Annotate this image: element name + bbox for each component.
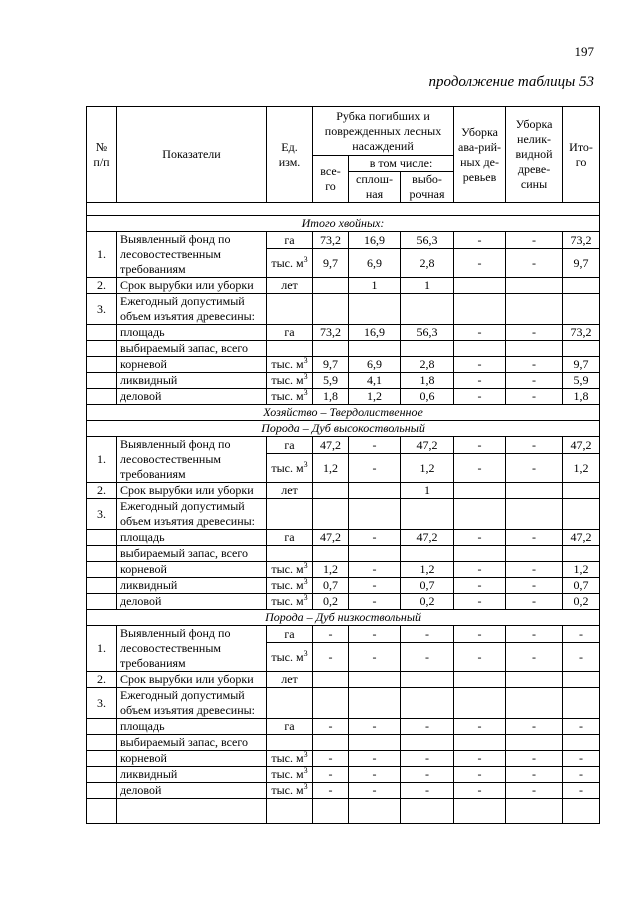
- filler-cell: [87, 799, 117, 824]
- row-value: [401, 546, 454, 562]
- table-row: [87, 767, 600, 783]
- row-value: -: [506, 357, 563, 373]
- row-value: [454, 294, 506, 325]
- row-unit: тыс. $м^3$: [267, 594, 313, 610]
- row-value: [506, 278, 563, 294]
- row-value: -: [454, 325, 506, 341]
- header-felling-group: Рубка погибших и поврежденных лесных насаждений: [313, 107, 454, 156]
- row-value: 1,8: [401, 373, 454, 389]
- row-value: -: [401, 767, 454, 783]
- row-number: [87, 578, 117, 594]
- row-value: -: [401, 751, 454, 767]
- table-row: [87, 341, 600, 357]
- row-value: 73,2: [563, 232, 600, 249]
- data-table: [86, 106, 600, 824]
- row-number: 3.: [87, 294, 117, 325]
- row-value: [313, 688, 349, 719]
- row-label: выбираемый запас, всего: [117, 546, 267, 562]
- row-value: [563, 341, 600, 357]
- row-value: [563, 278, 600, 294]
- filler-cell: [506, 799, 563, 824]
- row-label: выбираемый запас, всего: [117, 735, 267, 751]
- row-unit: [267, 341, 313, 357]
- row-unit: тыс. $м^3$: [267, 389, 313, 405]
- row-value: 6,9: [349, 357, 401, 373]
- row-value: [313, 278, 349, 294]
- row-unit: га: [267, 437, 313, 454]
- row-number: [87, 562, 117, 578]
- row-value: -: [506, 325, 563, 341]
- filler-cell: [349, 799, 401, 824]
- row-value: 6,9: [349, 249, 401, 278]
- row-value: -: [313, 719, 349, 735]
- row-unit: га: [267, 325, 313, 341]
- row-label: деловой: [117, 594, 267, 610]
- row-value: 1: [349, 278, 401, 294]
- row-value: 1,2: [401, 562, 454, 578]
- row-value: [506, 499, 563, 530]
- row-value: [313, 483, 349, 499]
- row-label: корневой: [117, 562, 267, 578]
- row-value: 1,2: [349, 389, 401, 405]
- table-body: [87, 107, 600, 824]
- row-value: -: [401, 719, 454, 735]
- row-value: [401, 294, 454, 325]
- row-value: -: [401, 783, 454, 799]
- row-label: Выявленный фонд по лесовостественным требованиям: [117, 232, 267, 278]
- section-subtitle-row: [87, 421, 600, 437]
- row-unit: тыс. $м^3$: [267, 373, 313, 389]
- row-value: [349, 341, 401, 357]
- row-value: -: [401, 626, 454, 643]
- row-value: -: [454, 437, 506, 454]
- row-value: -: [454, 719, 506, 735]
- row-value: -: [506, 232, 563, 249]
- row-label: корневой: [117, 751, 267, 767]
- row-number: [87, 719, 117, 735]
- row-value: 0,7: [401, 578, 454, 594]
- row-value: [349, 294, 401, 325]
- row-value: -: [349, 767, 401, 783]
- row-value: -: [506, 249, 563, 278]
- row-value: [454, 546, 506, 562]
- table-row: [87, 672, 600, 688]
- row-value: 1,2: [401, 454, 454, 483]
- table-row: [87, 688, 600, 719]
- row-value: [313, 672, 349, 688]
- row-value: -: [454, 783, 506, 799]
- row-number: 1.: [87, 437, 117, 483]
- row-value: [563, 735, 600, 751]
- row-value: -: [349, 594, 401, 610]
- row-label: Срок вырубки или уборки: [117, 672, 267, 688]
- row-value: 0,7: [563, 578, 600, 594]
- table-row: [87, 325, 600, 341]
- row-value: -: [454, 562, 506, 578]
- row-value: 2,8: [401, 357, 454, 373]
- table-row: [87, 357, 600, 373]
- row-value: [349, 546, 401, 562]
- row-number: [87, 767, 117, 783]
- row-label: Ежегодный допустимый объем изъятия древесины:: [117, 499, 267, 530]
- table-row: [87, 294, 600, 325]
- row-number: [87, 546, 117, 562]
- row-value: 2,8: [401, 249, 454, 278]
- row-value: -: [454, 389, 506, 405]
- row-number: 2.: [87, 672, 117, 688]
- row-value: [454, 499, 506, 530]
- row-value: [401, 499, 454, 530]
- row-value: -: [313, 783, 349, 799]
- header-sum: Ито-го: [563, 107, 600, 203]
- page-number: 197: [574, 44, 594, 59]
- filler-cell: [454, 799, 506, 824]
- row-value: [349, 672, 401, 688]
- row-value: [313, 341, 349, 357]
- row-value: -: [506, 594, 563, 610]
- table-row: [87, 735, 600, 751]
- row-label: Ежегодный допустимый объем изъятия древесины:: [117, 294, 267, 325]
- section-title: Итого хвойных:: [87, 216, 600, 232]
- row-value: -: [349, 562, 401, 578]
- row-value: -: [506, 562, 563, 578]
- row-value: -: [313, 643, 349, 672]
- row-value: 0,2: [313, 594, 349, 610]
- row-value: 16,9: [349, 325, 401, 341]
- row-value: -: [506, 751, 563, 767]
- row-number: [87, 357, 117, 373]
- row-value: 47,2: [401, 437, 454, 454]
- row-value: -: [454, 530, 506, 546]
- row-value: [506, 688, 563, 719]
- row-value: [401, 735, 454, 751]
- row-number: [87, 594, 117, 610]
- row-value: -: [563, 767, 600, 783]
- row-value: 47,2: [563, 437, 600, 454]
- row-value: [313, 546, 349, 562]
- row-value: -: [563, 643, 600, 672]
- row-value: [454, 672, 506, 688]
- filler-cell: [313, 799, 349, 824]
- table-row: [87, 578, 600, 594]
- row-label: площадь: [117, 325, 267, 341]
- row-value: -: [506, 389, 563, 405]
- table-row: [87, 278, 600, 294]
- row-value: -: [506, 373, 563, 389]
- row-value: 9,7: [563, 249, 600, 278]
- spacer-row: [87, 203, 600, 216]
- row-value: [563, 672, 600, 688]
- row-value: 0,2: [563, 594, 600, 610]
- row-label: площадь: [117, 719, 267, 735]
- row-unit: га: [267, 719, 313, 735]
- row-label: корневой: [117, 357, 267, 373]
- row-value: [454, 735, 506, 751]
- row-unit: га: [267, 530, 313, 546]
- row-value: [454, 341, 506, 357]
- row-number: 2.: [87, 278, 117, 294]
- row-label: выбираемый запас, всего: [117, 341, 267, 357]
- row-value: [506, 735, 563, 751]
- row-value: 47,2: [313, 437, 349, 454]
- row-value: 9,7: [313, 357, 349, 373]
- filler-cell: [563, 799, 600, 824]
- row-unit: тыс. $м^3$: [267, 643, 313, 672]
- row-value: -: [506, 643, 563, 672]
- row-value: 1: [401, 483, 454, 499]
- header-total: все-го: [313, 156, 349, 203]
- row-value: [563, 546, 600, 562]
- row-value: -: [563, 626, 600, 643]
- filler-row: [87, 799, 600, 824]
- row-value: 0,6: [401, 389, 454, 405]
- row-value: 9,7: [313, 249, 349, 278]
- header-incl: в том числе:: [349, 156, 454, 172]
- row-value: -: [454, 594, 506, 610]
- row-number: 1.: [87, 232, 117, 278]
- row-unit: тыс. $м^3$: [267, 767, 313, 783]
- section-title-row: [87, 216, 600, 232]
- row-value: -: [454, 232, 506, 249]
- row-number: [87, 389, 117, 405]
- row-value: 4,1: [349, 373, 401, 389]
- row-unit: тыс. $м^3$: [267, 249, 313, 278]
- row-number: [87, 530, 117, 546]
- row-value: [401, 341, 454, 357]
- row-unit: [267, 499, 313, 530]
- row-value: 1,2: [563, 454, 600, 483]
- row-value: [506, 294, 563, 325]
- table-row: [87, 783, 600, 799]
- row-value: [563, 499, 600, 530]
- row-value: -: [349, 454, 401, 483]
- row-value: -: [313, 751, 349, 767]
- row-label: ликвидный: [117, 767, 267, 783]
- row-unit: тыс. $м^3$: [267, 454, 313, 483]
- header-selective: выбо-рочная: [401, 172, 454, 203]
- section-title-row: [87, 610, 600, 626]
- row-value: [349, 483, 401, 499]
- row-value: [506, 483, 563, 499]
- row-value: [563, 688, 600, 719]
- row-value: 1,2: [313, 562, 349, 578]
- table-row: [87, 530, 600, 546]
- row-value: -: [506, 578, 563, 594]
- row-value: -: [313, 626, 349, 643]
- section-subtitle: Порода – Дуб высокоствольный: [87, 421, 600, 437]
- row-value: [454, 688, 506, 719]
- row-value: [349, 735, 401, 751]
- table-row: [87, 373, 600, 389]
- row-value: -: [454, 751, 506, 767]
- row-number: [87, 341, 117, 357]
- row-value: -: [454, 249, 506, 278]
- row-label: Выявленный фонд по лесовостественным требованиям: [117, 437, 267, 483]
- header-num: № п/п: [87, 107, 117, 203]
- row-value: 1: [401, 278, 454, 294]
- row-value: 47,2: [313, 530, 349, 546]
- row-value: -: [563, 783, 600, 799]
- row-value: [401, 688, 454, 719]
- row-value: 47,2: [401, 530, 454, 546]
- header-indicators: Показатели: [117, 107, 267, 203]
- row-value: -: [313, 767, 349, 783]
- row-number: [87, 751, 117, 767]
- row-number: 2.: [87, 483, 117, 499]
- row-number: [87, 325, 117, 341]
- row-value: [313, 499, 349, 530]
- row-value: [506, 341, 563, 357]
- row-label: Срок вырубки или уборки: [117, 278, 267, 294]
- row-value: [401, 672, 454, 688]
- row-value: 1,8: [313, 389, 349, 405]
- row-value: -: [349, 643, 401, 672]
- row-number: 3.: [87, 499, 117, 530]
- row-value: 5,9: [563, 373, 600, 389]
- table-row: [87, 483, 600, 499]
- row-number: [87, 783, 117, 799]
- row-value: -: [506, 626, 563, 643]
- row-value: [313, 294, 349, 325]
- row-unit: тыс. $м^3$: [267, 783, 313, 799]
- row-unit: лет: [267, 278, 313, 294]
- row-value: -: [454, 643, 506, 672]
- row-value: -: [349, 530, 401, 546]
- row-value: 1,2: [313, 454, 349, 483]
- section-title: Порода – Дуб низкоствольный: [87, 610, 600, 626]
- section-title: Хозяйство – Твердолиственное: [87, 405, 600, 421]
- row-value: -: [454, 373, 506, 389]
- row-value: 1,2: [563, 562, 600, 578]
- row-unit: [267, 546, 313, 562]
- row-value: -: [506, 767, 563, 783]
- header-unpromising: Уборка нелик-видной древе-сины: [506, 107, 563, 203]
- row-unit: га: [267, 232, 313, 249]
- row-value: 73,2: [313, 325, 349, 341]
- table-row: [87, 232, 600, 249]
- row-label: площадь: [117, 530, 267, 546]
- row-value: [349, 688, 401, 719]
- row-value: -: [349, 626, 401, 643]
- row-unit: тыс. $м^3$: [267, 357, 313, 373]
- row-label: Ежегодный допустимый объем изъятия древесины:: [117, 688, 267, 719]
- filler-cell: [267, 799, 313, 824]
- row-label: ликвидный: [117, 578, 267, 594]
- row-value: 1,8: [563, 389, 600, 405]
- table-row: [87, 594, 600, 610]
- row-value: -: [401, 643, 454, 672]
- row-value: [349, 499, 401, 530]
- row-unit: лет: [267, 483, 313, 499]
- row-value: 73,2: [563, 325, 600, 341]
- row-value: -: [506, 783, 563, 799]
- row-value: -: [454, 357, 506, 373]
- row-value: 56,3: [401, 232, 454, 249]
- row-value: [506, 672, 563, 688]
- row-value: -: [349, 578, 401, 594]
- row-value: -: [506, 530, 563, 546]
- table-row: [87, 562, 600, 578]
- table-row: [87, 437, 600, 454]
- row-value: -: [454, 454, 506, 483]
- row-value: 73,2: [313, 232, 349, 249]
- row-unit: [267, 735, 313, 751]
- filler-cell: [117, 799, 267, 824]
- header-clear: сплош-ная: [349, 172, 401, 203]
- row-number: 3.: [87, 688, 117, 719]
- row-value: [563, 483, 600, 499]
- table-row: [87, 546, 600, 562]
- row-value: 16,9: [349, 232, 401, 249]
- row-number: 1.: [87, 626, 117, 672]
- table-row: [87, 389, 600, 405]
- table-row: [87, 719, 600, 735]
- row-value: [506, 546, 563, 562]
- row-number: [87, 373, 117, 389]
- row-unit: тыс. $м^3$: [267, 562, 313, 578]
- row-value: -: [506, 454, 563, 483]
- section-title-row: [87, 405, 600, 421]
- row-label: деловой: [117, 389, 267, 405]
- row-value: 9,7: [563, 357, 600, 373]
- header-emergency: Уборка ава-рий-ных де-ревьев: [454, 107, 506, 203]
- row-number: [87, 735, 117, 751]
- row-value: [563, 294, 600, 325]
- row-value: 47,2: [563, 530, 600, 546]
- row-unit: [267, 688, 313, 719]
- row-value: 0,2: [401, 594, 454, 610]
- row-value: -: [349, 751, 401, 767]
- row-unit: тыс. $м^3$: [267, 751, 313, 767]
- row-value: -: [454, 767, 506, 783]
- row-value: 5,9: [313, 373, 349, 389]
- row-label: Выявленный фонд по лесовостественным требованиям: [117, 626, 267, 672]
- row-label: ликвидный: [117, 373, 267, 389]
- row-unit: га: [267, 626, 313, 643]
- table-row: [87, 626, 600, 643]
- header-unit: Ед. изм.: [267, 107, 313, 203]
- row-value: -: [563, 719, 600, 735]
- row-unit: лет: [267, 672, 313, 688]
- row-value: 0,7: [313, 578, 349, 594]
- row-value: [454, 483, 506, 499]
- row-value: -: [454, 578, 506, 594]
- row-label: деловой: [117, 783, 267, 799]
- table-caption: продолжение таблицы 53: [428, 74, 594, 90]
- row-value: 56,3: [401, 325, 454, 341]
- row-value: -: [563, 751, 600, 767]
- row-value: -: [506, 437, 563, 454]
- row-value: -: [506, 719, 563, 735]
- row-value: [454, 278, 506, 294]
- row-unit: [267, 294, 313, 325]
- row-label: Срок вырубки или уборки: [117, 483, 267, 499]
- row-unit: тыс. $м^3$: [267, 578, 313, 594]
- row-value: -: [454, 626, 506, 643]
- table-row: [87, 751, 600, 767]
- row-value: [313, 735, 349, 751]
- filler-cell: [401, 799, 454, 824]
- table-row: [87, 499, 600, 530]
- row-value: -: [349, 783, 401, 799]
- row-value: -: [349, 719, 401, 735]
- row-value: -: [349, 437, 401, 454]
